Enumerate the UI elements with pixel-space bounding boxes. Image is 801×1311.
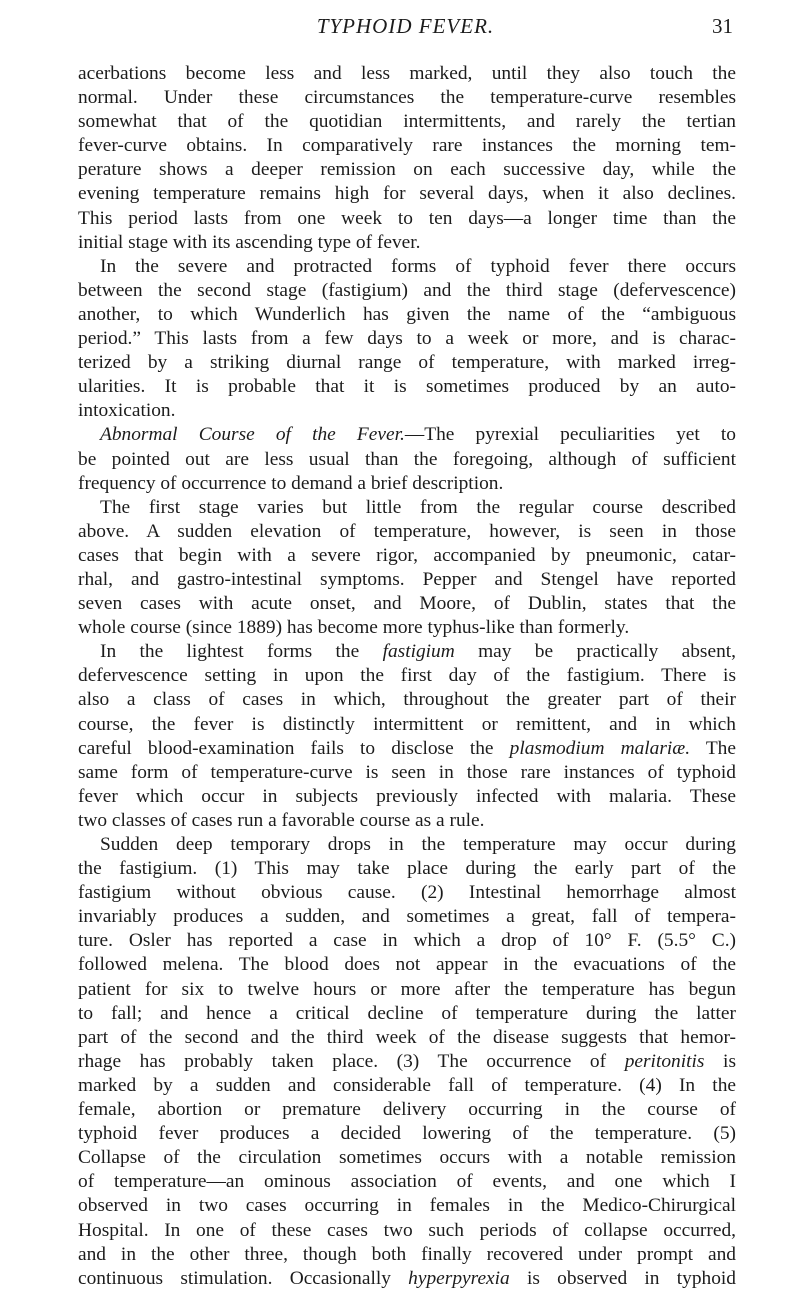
text-line: The first stage varies but little from the regular course described: [100, 496, 736, 518]
page-header: [78, 14, 733, 42]
text-line: intoxication.: [78, 400, 176, 422]
text-line: another, to which Wunderlich has given the name of the “ambiguous: [78, 303, 736, 325]
text-line: rhal, and gastro-intestinal symptoms. Pepper and Stengel have reported: [78, 568, 736, 590]
text-segment: is: [704, 1050, 736, 1072]
text-line: same form of temperature-curve is seen in those rare instances of typhoid: [78, 761, 736, 783]
text-line: seven cases with acute onset, and Moore, of Dublin, states that the: [78, 593, 736, 615]
text-line: female, abortion or premature delivery occurring in the course of: [78, 1099, 736, 1121]
italic-text: fastigium: [382, 641, 455, 663]
text-line: whole course (since 1889) has become more typhus-like than formerly.: [78, 617, 630, 639]
text-segment: may be practically absent,: [454, 641, 736, 663]
text-line: fever which occur in subjects previously infected with malaria. These: [78, 785, 736, 807]
text-line: [78, 1050, 736, 1074]
text-segment: —The pyrexial peculiarities yet to: [404, 424, 736, 446]
page-number: 31: [712, 14, 733, 38]
text-line: be pointed out are less usual than the foregoing, although of sufficient: [78, 448, 736, 470]
text-line: This period lasts from one week to ten days—a longer time than the: [78, 207, 736, 229]
text-line: perature shows a deeper remission on each successive day, while the: [78, 159, 736, 181]
text-line: acerbations become less and less marked, until they also touch the: [78, 63, 736, 84]
text-segment: In the lightest forms the: [100, 641, 383, 663]
text-line: above. A sudden elevation of temperature, however, is seen in those: [78, 520, 736, 542]
text-segment: careful blood-examination fails to disclose the: [78, 737, 510, 759]
text-line: [78, 737, 736, 761]
text-line: [78, 640, 736, 664]
text-line: between the second stage (fastigium) and the third stage (defervescence): [78, 279, 736, 301]
running-title: TYPHOID FEVER.: [316, 14, 495, 38]
text-line: normal. Under these circumstances the temperature-curve resembles: [78, 87, 736, 109]
italic-text: hyperpyrexia: [408, 1267, 510, 1289]
text-line: ularities. It is probable that it is sometimes produced by an auto-: [78, 376, 736, 398]
text-line: of temperature—an ominous association of events, and one which I: [78, 1171, 736, 1193]
text-line: marked by a sudden and considerable fall of temperature. (4) In the: [78, 1074, 736, 1096]
text-line: also a class of cases in which, throughout the greater part of their: [78, 689, 736, 711]
italic-text: peritonitis: [624, 1050, 705, 1072]
text-line: initial stage with its ascending type of fever.: [78, 231, 421, 253]
text-line: somewhat that of the quotidian intermittents, and rarely the tertian: [78, 111, 736, 133]
text-line: followed melena. The blood does not appear in the evacuations of the: [78, 954, 736, 976]
text-line: defervescence setting in upon the first day of the fastigium. There is: [78, 665, 736, 687]
text-segment: is observed in typhoid: [509, 1267, 736, 1289]
body-text: [78, 62, 736, 1291]
italic-text: plasmodium malariæ.: [509, 737, 691, 759]
text-segment: rhage has probably taken place. (3) The occurrence of: [78, 1050, 625, 1072]
text-line: In the severe and protracted forms of typhoid fever there occurs: [100, 255, 736, 277]
text-segment: continuous stimulation. Occasionally: [78, 1267, 409, 1289]
text-line: evening temperature remains high for several days, when it also declines.: [78, 183, 736, 205]
text-line: part of the second and the third week of the disease suggests that hemor-: [78, 1026, 736, 1048]
text-line: [78, 1267, 736, 1291]
text-segment: The: [690, 737, 736, 759]
text-line: frequency of occurrence to demand a brief description.: [78, 472, 504, 494]
text-line: and in the other three, though both finally recovered under prompt and: [78, 1243, 736, 1265]
text-line: fastigium without obvious cause. (2) Intestinal hemorrhage almost: [78, 882, 736, 904]
text-line: invariably produces a sudden, and sometimes a great, fall of tempera-: [78, 906, 736, 928]
text-line: typhoid fever produces a decided lowering of the temperature. (5): [78, 1123, 736, 1145]
italic-text: Abnormal Course of the Fever.: [100, 424, 405, 446]
text-line: Collapse of the circulation sometimes occurs with a notable remission: [78, 1147, 736, 1169]
text-line: cases that begin with a severe rigor, accompanied by pneumonic, catar-: [78, 544, 736, 566]
text-line: fever-curve obtains. In comparatively rare instances the morning tem-: [78, 135, 736, 157]
text-line: ture. Osler has reported a case in which a drop of 10° F. (5.5° C.): [78, 930, 736, 952]
text-line: two classes of cases run a favorable course as a rule.: [78, 809, 485, 831]
text-line: terized by a striking diurnal range of temperature, with marked irreg-: [78, 352, 736, 374]
text-line: Hospital. In one of these cases two such periods of collapse occurred,: [78, 1219, 736, 1241]
text-line: course, the fever is distinctly intermittent or remittent, and in which: [78, 713, 736, 735]
text-line: [78, 423, 736, 447]
text-line: observed in two cases occurring in females in the Medico-Chirurgical: [78, 1195, 736, 1217]
text-line: the fastigium. (1) This may take place during the early part of the: [78, 858, 736, 880]
text-line: to fall; and hence a critical decline of temperature during the latter: [78, 1002, 736, 1024]
text-line: patient for six to twelve hours or more after the temperature has begun: [78, 978, 736, 1000]
text-line: Sudden deep temporary drops in the temperature may occur during: [100, 834, 736, 855]
text-line: period.” This lasts from a few days to a week or more, and is charac-: [78, 328, 736, 350]
